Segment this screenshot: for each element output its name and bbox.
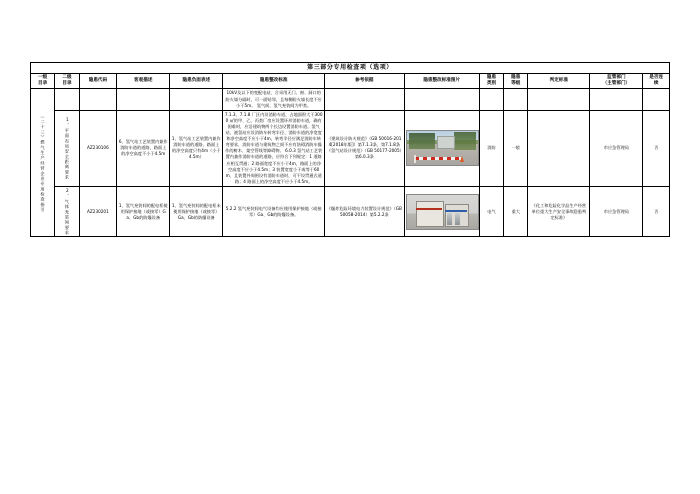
cell-category: 电气 [479, 186, 503, 237]
cell-standard: 5.2.2 氢气充装间电气设备均应使用保护接地（或接零）Ga、Gb的防爆设备。 [223, 186, 325, 237]
cell-photo [404, 110, 479, 186]
cell-photo [404, 89, 479, 110]
cell-negative: 1、氢气站工艺装置内兼作消防车道的道路，路面上的净空高度只有4m（小于4.5m） [170, 110, 223, 186]
cell-basis: 《爆炸危险环境电力装置设计规范》（GB 50058-2014）第5.2.2条 [325, 186, 405, 237]
cell-standard: 7.1.3、7.1.8 厂区内设消防车道，占地面积大于3000 ㎡的甲、乙、丙类厂房应设置环形消防车道，确有困难时，应沿建筑物两个长边设置消防车道。氢气站、液氢站应设消防车转弯半径、消防车道的净宽度和净空高度不应小于4m，转弯半径应满足消防车转弯要求，消防车道与建筑物之间不应有妨碍消防车操作的树木、架空管线等障碍物。 6.0.3 氢气站工艺装置内兼作消防车道的道路，应符合下列规定：1 道路应相互贯通；2 路面宽度不应小于4m，路面上的净空高度不应小于4.5m；3 装置宽度小于或等于60m、且装置外周围设有消防车道时，可不设贯通式道路；4 路面上的净空高度不应小于4.5m。 [223, 110, 325, 186]
cell-level2 [55, 89, 79, 110]
cell-level2: 1、平面布局安全距离要求 [55, 110, 79, 186]
col-header-level2: 二级 目录 [55, 74, 79, 89]
col-header-basis: 参考依据 [325, 74, 405, 89]
col-header-negative: 隐患负面表述 [170, 74, 223, 89]
table-row [31, 89, 670, 110]
col-header-code: 隐患代码 [79, 74, 117, 89]
cell-criteria [528, 110, 590, 186]
cell-continuous [643, 89, 670, 110]
cell-grade [504, 89, 528, 110]
cell-criteria: 《化工和危险化学品生产经营单位重大生产安全事故隐患判定标准》 [528, 186, 590, 237]
col-header-category: 隐患 类别 [479, 74, 503, 89]
table-row [31, 110, 670, 186]
cell-authority: 市应急管理局 [590, 110, 643, 186]
cell-code [79, 89, 117, 110]
cell-objective [117, 89, 170, 110]
gas-cabinet-photo [406, 194, 479, 230]
table-header-row [31, 74, 670, 89]
cell-objective: 1、氢气充装间的配电柜使用保护接地（或接零）Ga、Gb的防爆设备 [117, 186, 170, 237]
cell-authority: 市应急管理局 [590, 186, 643, 237]
col-header-objective: 客观描述 [117, 74, 170, 89]
cell-continuous: 否 [643, 186, 670, 237]
cell-continuous: 否 [643, 110, 670, 186]
cell-basis [325, 89, 405, 110]
cell-grade: 重大 [504, 186, 528, 237]
cell-negative: 1、氢气充装间的配电柜未使用保护接地（或接零）Ga、Gb的防爆设备 [170, 186, 223, 237]
cell-level1-group: （二十三）燃气生产经营企业专用检查指引 [31, 89, 55, 237]
cell-category: 消防 [479, 110, 503, 186]
cell-basis: 《建筑设计防火规范》（GB 50016-2014[2018年版]）第7.1.3条、第7.1.8条 《氢气站设计规范》（GB 50177-2005）第6.0.3条 [325, 110, 405, 186]
col-header-continuous: 是否连 续 [643, 74, 670, 89]
cell-code: AZ230106 [79, 110, 117, 186]
col-header-authority: 监管部门 （主管部门） [590, 74, 643, 89]
road-barrier-photo [406, 130, 479, 166]
cell-category [479, 89, 503, 110]
cell-grade: 一般 [504, 110, 528, 186]
col-header-grade: 隐患 等级 [504, 74, 528, 89]
col-header-photo: 隐患整改标准图片 [404, 74, 479, 89]
cell-standard: 10kV及以下的变配电站、合采用无门、窗、洞口的防火墙分隔时，可一面贴邻，且每侧防火墙长度不应小于5m。 氢气间、氢气充装间为甲类。 [223, 89, 325, 110]
document-title: 第三部分专用检查项（选项） [31, 63, 670, 74]
cell-criteria [528, 89, 590, 110]
table-row [31, 186, 670, 237]
cell-objective: 6、氢气站工艺装置内兼作消防车道的道路，路面上的净空高度不小于4.5m [117, 110, 170, 186]
table-title-row [31, 63, 670, 74]
col-header-standard: 隐患整改标准 [223, 74, 325, 89]
cell-level2: 2、气体充装间要求 [55, 186, 79, 237]
cell-photo [404, 186, 479, 237]
cell-authority [590, 89, 643, 110]
cell-negative [170, 89, 223, 110]
cell-code: AZ230201 [79, 186, 117, 237]
inspection-table [30, 62, 670, 237]
col-header-level1: 一级 目录 [31, 74, 55, 89]
col-header-criteria: 判定标准 [528, 74, 590, 89]
